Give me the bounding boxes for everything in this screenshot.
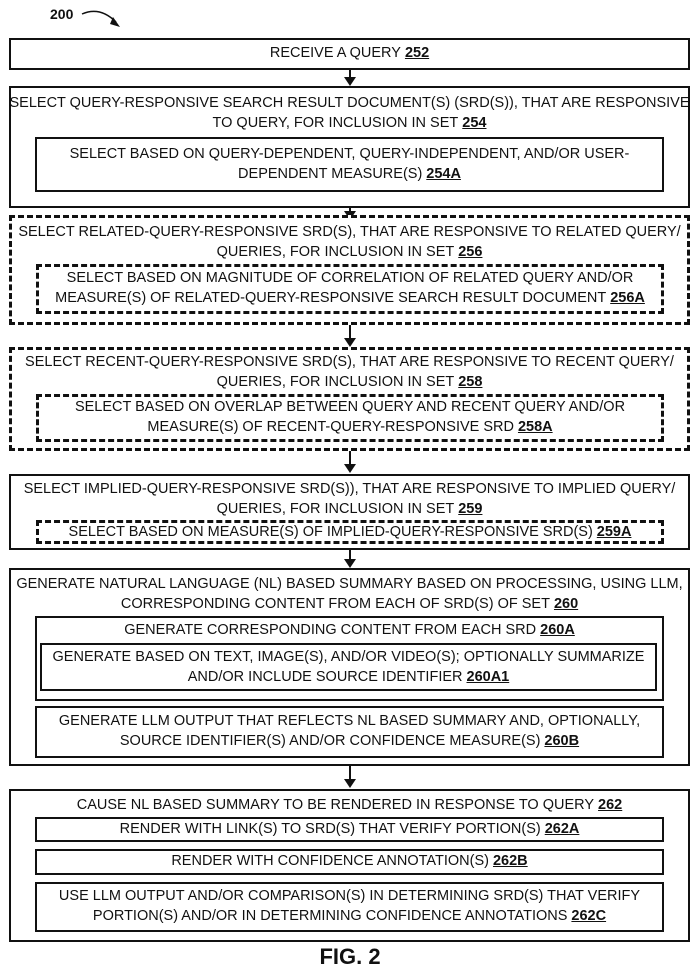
step-262C-text	[35, 886, 664, 926]
step-254A-line1: SELECT BASED ON QUERY-DEPENDENT, QUERY-INDEPENDENT, AND/OR USER-	[69, 146, 630, 162]
step-252-text	[9, 43, 690, 63]
step-254A-line2: DEPENDENT MEASURE(S)	[238, 166, 423, 182]
step-252-label: RECEIVE A QUERY	[269, 45, 401, 61]
step-259-text	[9, 479, 690, 519]
step-254A-ref: 254A	[426, 166, 461, 182]
step-258A-text	[36, 397, 664, 437]
step-256-text	[9, 222, 690, 262]
step-258-line2: QUERIES, FOR INCLUSION IN SET	[216, 374, 455, 390]
step-258A-line1: SELECT BASED ON OVERLAP BETWEEN QUERY AND RECENT QUERY AND/OR	[74, 399, 626, 415]
figure-caption: FIG. 2	[319, 944, 381, 969]
step-262B-ref: 262B	[492, 853, 528, 869]
step-259-ref: 259	[458, 501, 483, 517]
step-259-line2: QUERIES, FOR INCLUSION IN SET	[216, 501, 455, 517]
step-254-line1: SELECT QUERY-RESPONSIVE SEARCH RESULT DOCUMENT(S) (SRD(S)), THAT ARE RESPONSIVE	[9, 95, 690, 111]
step-262C-line1: USE LLM OUTPUT AND/OR COMPARISON(S) IN DETERMINING SRD(S) THAT VERIFY	[58, 888, 641, 904]
step-262A-label: RENDER WITH LINK(S) TO SRD(S) THAT VERIFY PORTION(S)	[119, 821, 541, 837]
step-260-ref: 260	[553, 596, 579, 612]
step-260A1-text	[40, 647, 657, 687]
step-258A-ref: 258A	[517, 419, 553, 435]
step-260B-line2: SOURCE IDENTIFIER(S) AND/OR CONFIDENCE MEASURE(S)	[119, 733, 541, 749]
step-258A-line2: MEASURE(S) OF RECENT-QUERY-RESPONSIVE SRD	[147, 419, 514, 435]
step-259A-text	[36, 522, 664, 542]
step-258-text	[9, 352, 690, 392]
step-260A-text	[35, 620, 664, 640]
step-262B-text	[35, 851, 664, 871]
step-262A-text	[35, 819, 664, 839]
step-256A-text	[36, 268, 664, 308]
step-260A1-line2: AND/OR INCLUDE SOURCE IDENTIFIER	[187, 669, 463, 685]
step-258-ref: 258	[458, 374, 483, 390]
step-256A-line2: MEASURE(S) OF RELATED-QUERY-RESPONSIVE SEARCH RESULT DOCUMENT	[55, 290, 607, 306]
step-259A-label: SELECT BASED ON MEASURE(S) OF IMPLIED-QUERY-RESPONSIVE SRD(S)	[68, 524, 593, 540]
step-254A-text	[35, 144, 664, 184]
step-260B-ref: 260B	[544, 733, 580, 749]
step-262-text	[9, 795, 690, 815]
step-260A-ref: 260A	[540, 622, 575, 638]
step-256A-line1: SELECT BASED ON MAGNITUDE OF CORRELATION OF RELATED QUERY AND/OR	[66, 270, 634, 286]
step-256-line2: QUERIES, FOR INCLUSION IN SET	[216, 244, 455, 260]
step-254-line2: TO QUERY, FOR INCLUSION IN SET	[212, 115, 459, 131]
step-260A-label: GENERATE CORRESPONDING CONTENT FROM EACH SRD	[124, 622, 537, 638]
step-262-ref: 262	[598, 797, 623, 813]
step-256-ref: 256	[458, 244, 483, 260]
step-260-text	[9, 574, 690, 614]
step-258-line1: SELECT RECENT-QUERY-RESPONSIVE SRD(S), THAT ARE RESPONSIVE TO RECENT QUERY/	[25, 354, 674, 370]
figure-number: 200	[50, 6, 74, 22]
step-260B-line1: GENERATE LLM OUTPUT THAT REFLECTS NL BASED SUMMARY AND, OPTIONALLY,	[58, 713, 641, 729]
step-256A-ref: 256A	[610, 290, 645, 306]
step-256-line1: SELECT RELATED-QUERY-RESPONSIVE SRD(S), THAT ARE RESPONSIVE TO RELATED QUERY/	[18, 224, 681, 240]
step-260A1-line1: GENERATE BASED ON TEXT, IMAGE(S), AND/OR VIDEO(S); OPTIONALLY SUMMARIZE	[52, 649, 645, 665]
step-260B-text	[35, 711, 664, 751]
step-262B-label: RENDER WITH CONFIDENCE ANNOTATION(S)	[171, 853, 489, 869]
step-262-label: CAUSE NL BASED SUMMARY TO BE RENDERED IN RESPONSE TO QUERY	[76, 797, 595, 813]
step-259A-ref: 259A	[596, 524, 632, 540]
step-260-line1: GENERATE NATURAL LANGUAGE (NL) BASED SUMMARY BASED ON PROCESSING, USING LLM,	[16, 576, 683, 592]
step-262C-ref: 262C	[571, 908, 607, 924]
step-262A-ref: 262A	[544, 821, 580, 837]
step-260-line2: CORRESPONDING CONTENT FROM EACH OF SRD(S) OF SET	[120, 596, 550, 612]
step-254-ref: 254	[462, 115, 487, 131]
step-252-ref: 252	[404, 45, 430, 61]
step-259-line1: SELECT IMPLIED-QUERY-RESPONSIVE SRD(S)), THAT ARE RESPONSIVE TO IMPLIED QUERY/	[23, 481, 676, 497]
figure-pointer-arrow	[80, 4, 130, 34]
step-254-text	[9, 93, 690, 133]
step-260A1-ref: 260A1	[466, 669, 510, 685]
step-262C-line2: PORTION(S) AND/OR IN DETERMINING CONFIDENCE ANNOTATIONS	[92, 908, 568, 924]
